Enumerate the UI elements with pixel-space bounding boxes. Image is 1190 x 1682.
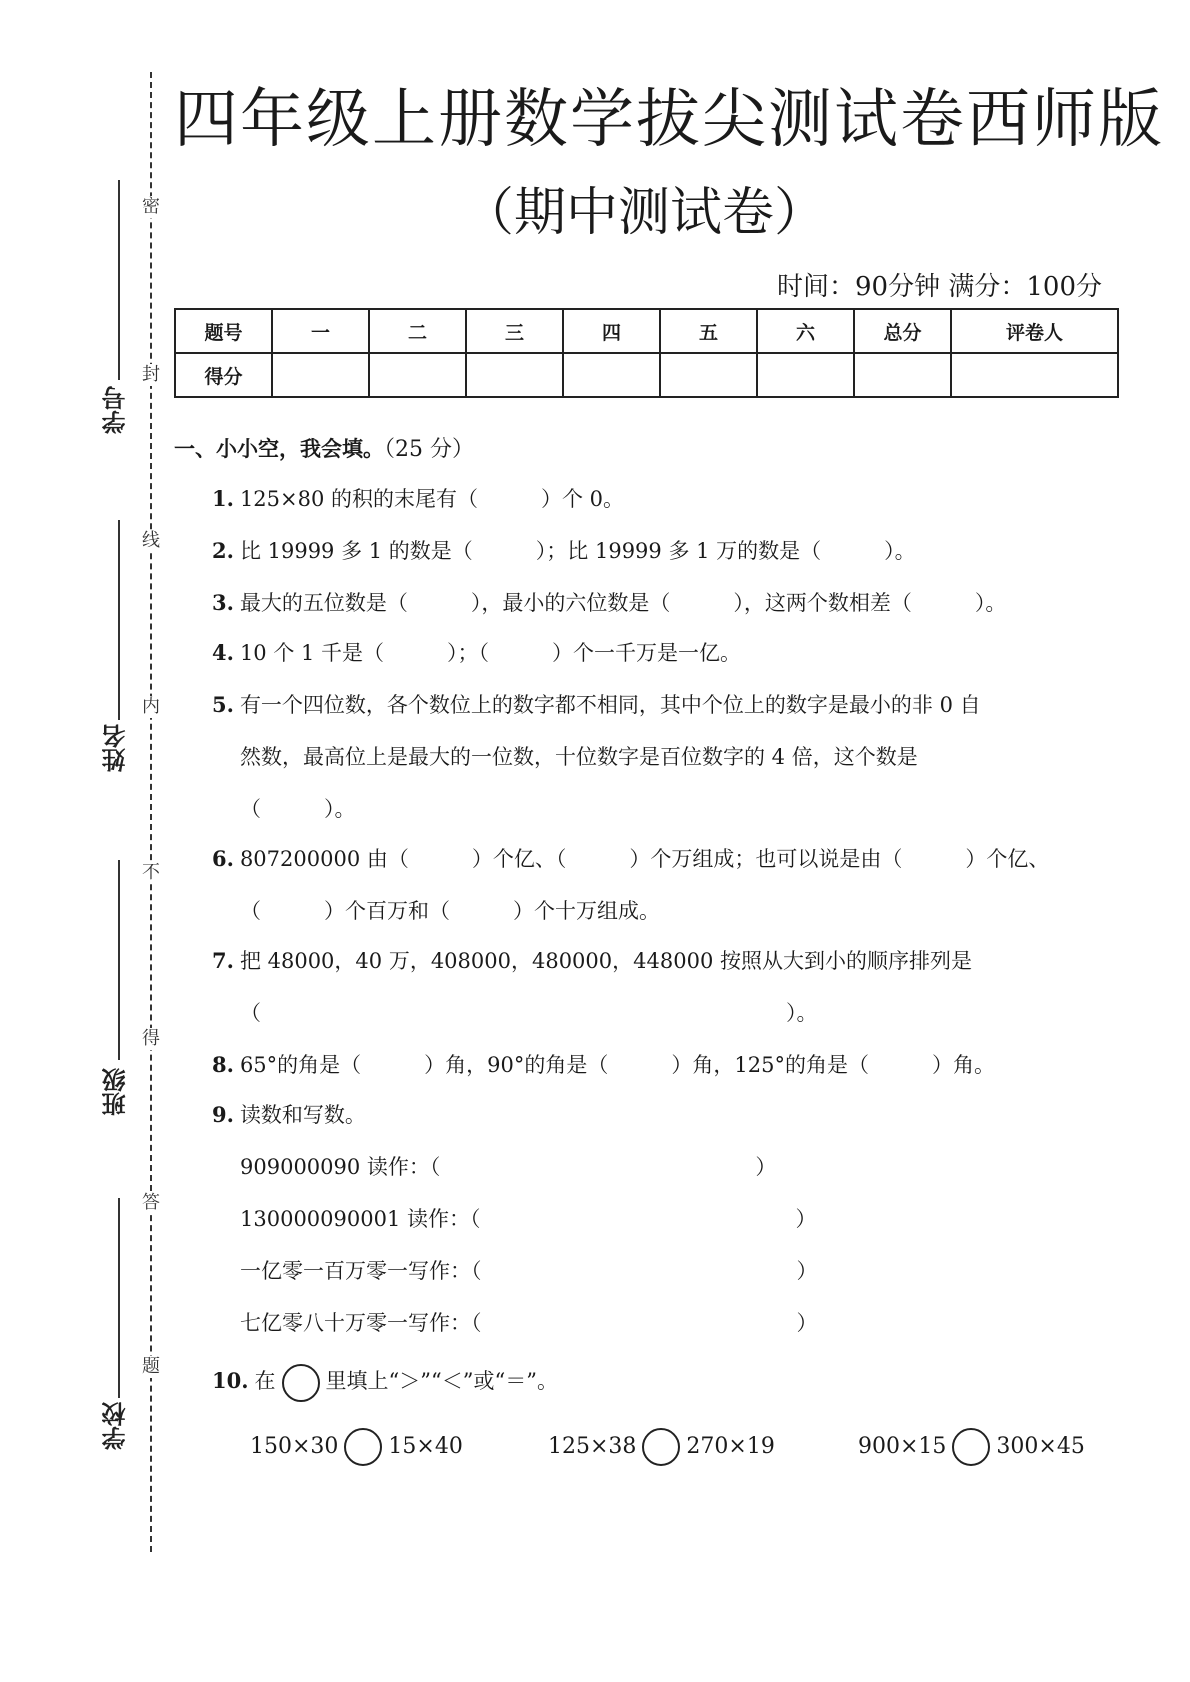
seal-char: 答 [142, 1192, 160, 1213]
question-text[interactable]: 比 19999 多 1 的数是（ ）；比 19999 多 1 万的数是（ ）。 [239, 539, 916, 563]
score-input-cell[interactable] [272, 353, 369, 397]
score-row-label: 得分 [175, 353, 272, 397]
question-text[interactable]: 65°的角是（ ）角，90°的角是（ ）角，125°的角是（ ）角。 [239, 1053, 995, 1077]
name-label: 姓名 [102, 724, 130, 772]
score-header-cell: 三 [466, 309, 563, 353]
question-9-write-2[interactable]: 七亿零八十万零一写作：（ ） [240, 1311, 818, 1335]
score-header-cell: 四 [563, 309, 660, 353]
comparison-left: 125×38 [548, 1434, 637, 1459]
question-number: 6. [212, 846, 234, 871]
name-write-line[interactable] [118, 520, 120, 720]
question-7 [212, 946, 972, 976]
class-label: 班级 [102, 1068, 130, 1116]
score-header-cell: 题号 [175, 309, 272, 353]
section-heading [174, 432, 474, 463]
school-label: 学校 [102, 1402, 130, 1450]
comparison-right: 300×45 [996, 1434, 1085, 1459]
question-text: 有一个四位数，各个数位上的数字都不相同，其中个位上的数字是最小的非 0 自 [239, 693, 981, 717]
question-text[interactable]: 10 个 1 千是（ ）；（ ）个一千万是一亿。 [239, 641, 742, 665]
question-5-line-2: 然数，最高位上是最大的一位数，十位数字是百位数字的 4 倍，这个数是 [240, 745, 918, 769]
question-2 [212, 536, 916, 566]
score-header-cell: 评卷人 [951, 309, 1118, 353]
score-header-cell: 总分 [854, 309, 951, 353]
question-4 [212, 638, 741, 668]
student-id-write-line[interactable] [118, 180, 120, 380]
binding-dashed-line [150, 72, 152, 1552]
question-number: 1. [212, 486, 234, 511]
question-number: 4. [212, 640, 234, 665]
question-text-pre: 在 [254, 1369, 276, 1393]
score-input-cell[interactable] [660, 353, 757, 397]
question-number: 10. [212, 1368, 249, 1393]
page-subtitle: （期中测试卷） [461, 183, 826, 243]
section-points: （25 分） [384, 437, 474, 462]
comparison-pair-2 [548, 1428, 775, 1466]
score-header-cell: 六 [757, 309, 854, 353]
question-number: 2. [212, 538, 234, 563]
score-input-cell[interactable] [369, 353, 466, 397]
exam-meta: 时间：90分钟 满分：100分 [777, 272, 1102, 302]
score-table [174, 308, 1119, 398]
score-header-cell: 二 [369, 309, 466, 353]
school-write-line[interactable] [118, 1198, 120, 1398]
seal-char: 题 [142, 1356, 160, 1377]
seal-char: 线 [142, 530, 160, 551]
question-9-write-1[interactable]: 一亿零一百万零一写作：（ ） [240, 1259, 818, 1283]
score-input-cell[interactable] [757, 353, 854, 397]
student-id-label: 学号 [102, 386, 130, 434]
question-9-read-1[interactable]: 909000090 读作：（ ） [240, 1155, 777, 1179]
question-text[interactable]: 125×80 的积的末尾有（ ）个 0。 [239, 487, 625, 511]
score-input-cell[interactable] [951, 353, 1118, 397]
page-title: 四年级上册数学拔尖测试卷西师版 [174, 83, 1164, 157]
seal-char: 得 [142, 1028, 160, 1049]
question-6 [212, 844, 1049, 874]
question-5 [212, 690, 981, 720]
score-input-cell[interactable] [563, 353, 660, 397]
question-number: 9. [212, 1102, 234, 1127]
question-10 [212, 1362, 558, 1402]
question-9-read-2[interactable]: 130000090001 读作：（ ） [240, 1207, 817, 1231]
question-text[interactable]: 最大的五位数是（ ），最小的六位数是（ ），这两个数相差（ ）。 [239, 591, 1007, 615]
score-table-score-row [175, 353, 1118, 397]
comparison-pair-1 [250, 1428, 463, 1466]
question-text-post: 里填上“＞”“＜”或“＝”。 [325, 1369, 558, 1393]
question-5-answer[interactable]: （ ）。 [240, 797, 356, 821]
score-table-header-row [175, 309, 1118, 353]
comparison-circle[interactable] [344, 1428, 382, 1466]
example-circle-icon [282, 1364, 320, 1402]
question-9 [212, 1100, 366, 1130]
question-number: 8. [212, 1052, 234, 1077]
seal-char: 密 [142, 196, 160, 217]
comparison-left: 150×30 [250, 1434, 339, 1459]
question-number: 7. [212, 948, 234, 973]
comparison-pair-3 [858, 1428, 1085, 1466]
seal-char: 内 [142, 696, 160, 717]
comparison-circle[interactable] [642, 1428, 680, 1466]
question-text[interactable]: 807200000 由（ ）个亿、（ ）个万组成；也可以说是由（ ）个亿、 [239, 847, 1050, 871]
section-title: 一、小小空，我会填。 [174, 437, 384, 461]
comparison-right: 15×40 [388, 1434, 463, 1459]
score-header-cell: 五 [660, 309, 757, 353]
score-input-cell[interactable] [466, 353, 563, 397]
comparison-circle[interactable] [952, 1428, 990, 1466]
question-3 [212, 588, 1006, 618]
comparison-left: 900×15 [858, 1434, 947, 1459]
score-header-cell: 一 [272, 309, 369, 353]
question-number: 3. [212, 590, 234, 615]
question-6-line-2[interactable]: （ ）个百万和（ ）个十万组成。 [240, 899, 660, 923]
question-1 [212, 484, 624, 514]
comparison-right: 270×19 [686, 1434, 775, 1459]
question-8 [212, 1050, 995, 1080]
score-input-cell[interactable] [854, 353, 951, 397]
question-text: 读数和写数。 [239, 1103, 366, 1127]
question-text: 把 48000，40 万，408000，480000，448000 按照从大到小的顺序排列是 [239, 949, 972, 973]
question-number: 5. [212, 692, 234, 717]
seal-char: 封 [142, 364, 160, 385]
seal-char: 不 [142, 862, 160, 883]
class-write-line[interactable] [118, 860, 120, 1060]
question-7-answer[interactable]: （ ）。 [240, 1001, 818, 1025]
